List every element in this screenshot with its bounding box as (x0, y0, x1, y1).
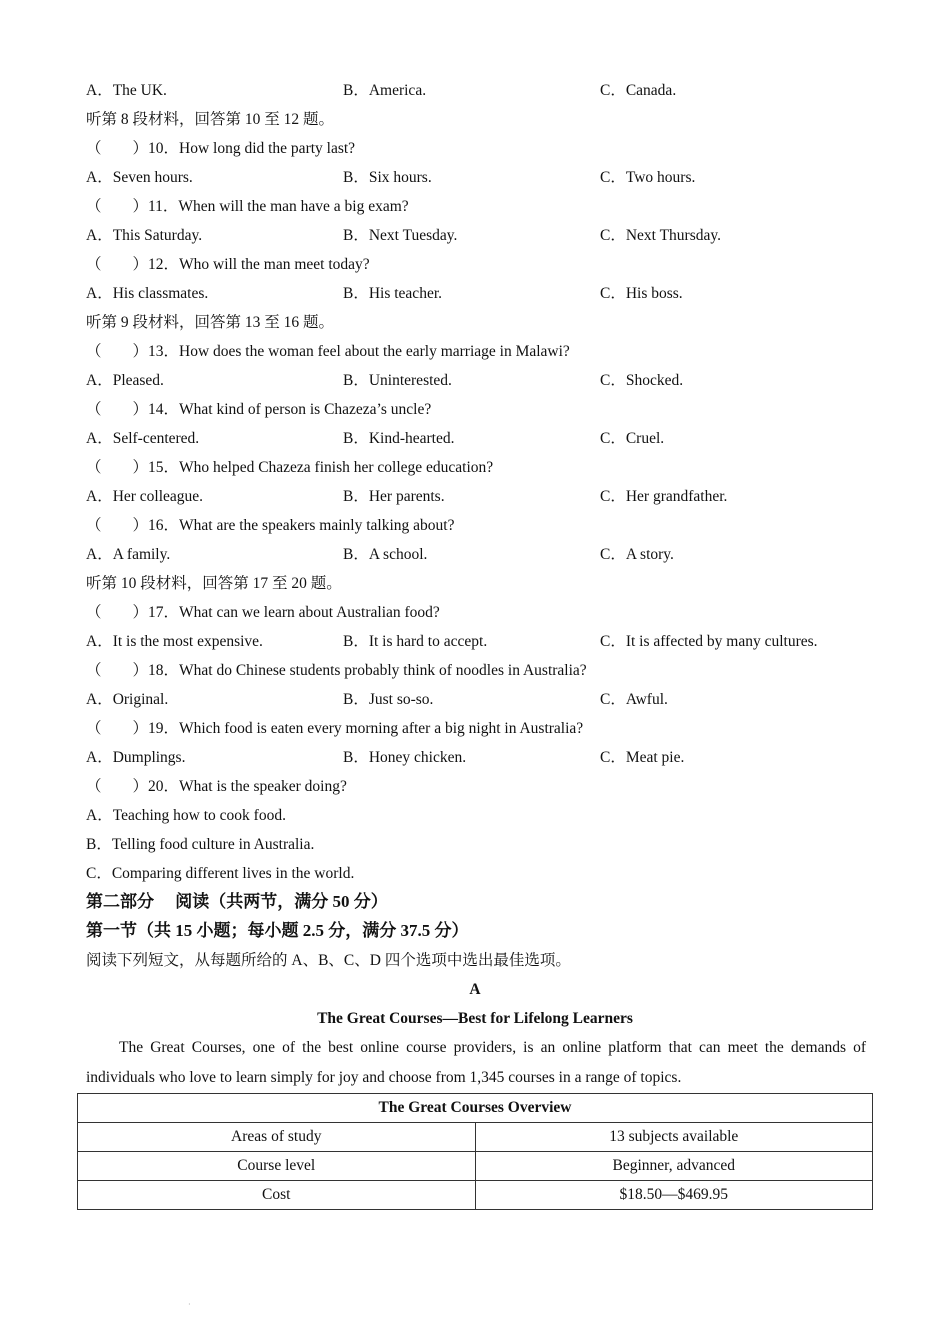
q14-option-a: A．Self-centered. (86, 430, 200, 447)
part2-section1-heading: 第一节（共 15 小题；每小题 2.5 分，满分 37.5 分） (86, 921, 469, 940)
passage-letter: A (469, 981, 481, 998)
q19-option-c: C．Meat pie. (600, 749, 685, 766)
table-cell-value: $18.50—$469.95 (475, 1181, 873, 1210)
q17-stem: （ ）17．What can we learn about Australian food? (86, 604, 440, 621)
q16-stem: （ ）16．What are the speakers mainly talking about? (86, 517, 455, 534)
q12-option-a: A．His classmates. (86, 285, 209, 302)
q16-option-a: A．A family. (86, 546, 171, 563)
q13-stem: （ ）13．How does the woman feel about the early marriage in Malawi? (86, 343, 570, 360)
q10-stem: （ ）10．How long did the party last? (86, 140, 356, 157)
q11-option-c: C．Next Thursday. (600, 227, 721, 244)
section9-instruction: 听第 9 段材料，回答第 13 至 16 题。 (86, 314, 335, 331)
table-title: The Great Courses Overview (78, 1094, 873, 1123)
q20-stem: （ ）20．What is the speaker doing? (86, 778, 347, 795)
q19-option-b: B．Honey chicken. (343, 749, 467, 766)
q16-option-b: B．A school. (343, 546, 428, 563)
q15-option-b: B．Her parents. (343, 488, 445, 505)
q15-option-a: A．Her colleague. (86, 488, 204, 505)
q19-stem: （ ）19．Which food is eaten every morning after a big night in Australia? (86, 720, 584, 737)
q16-option-c: C．A story. (600, 546, 674, 563)
q19-option-a: A．Dumplings. (86, 749, 186, 766)
q17-option-c: C．It is affected by many cultures. (600, 633, 818, 650)
q9-option-a: A．The UK. (86, 82, 167, 99)
q15-option-c: C．Her grandfather. (600, 488, 728, 505)
part2-heading: 第二部分 阅读（共两节，满分 50 分） (86, 892, 388, 911)
q12-stem: （ ）12．Who will the man meet today? (86, 256, 370, 273)
q9-option-c: C．Canada. (600, 82, 677, 99)
q12-option-c: C．His boss. (600, 285, 683, 302)
q18-option-b: B．Just so-so. (343, 691, 434, 708)
q15-stem: （ ）15．Who helped Chazeza finish her college education? (86, 459, 494, 476)
q13-option-c: C．Shocked. (600, 372, 684, 389)
passage-title: The Great Courses—Best for Lifelong Learners (317, 1010, 633, 1027)
table-cell-label: Areas of study (78, 1123, 476, 1152)
q13-option-a: A．Pleased. (86, 372, 164, 389)
table-cell-label: Cost (78, 1181, 476, 1210)
q11-option-a: A．This Saturday. (86, 227, 203, 244)
q10-option-b: B．Six hours. (343, 169, 432, 186)
q14-option-c: C．Cruel. (600, 430, 665, 447)
part2-instruction: 阅读下列短文，从每题所给的 A、B、C、D 四个选项中选出最佳选项。 (86, 952, 571, 969)
q13-option-b: B．Uninterested. (343, 372, 452, 389)
overview-table (77, 1093, 873, 1210)
q10-option-a: A．Seven hours. (86, 169, 193, 186)
q20-option-b: B．Telling food culture in Australia. (86, 836, 315, 853)
q20-option-c: C．Comparing different lives in the world. (86, 865, 355, 882)
table-row (78, 1123, 873, 1152)
table-cell-value: Beginner, advanced (475, 1152, 873, 1181)
q20-option-a: A．Teaching how to cook food. (86, 807, 286, 824)
page-mark: · (188, 1300, 191, 1309)
table-cell-label: Course level (78, 1152, 476, 1181)
q11-stem: （ ）11．When will the man have a big exam? (86, 198, 409, 215)
q14-option-b: B．Kind-hearted. (343, 430, 455, 447)
q10-option-c: C．Two hours. (600, 169, 696, 186)
q17-option-a: A．It is the most expensive. (86, 633, 263, 650)
section10-instruction: 听第 10 段材料，回答第 17 至 20 题。 (86, 575, 342, 592)
q18-option-a: A．Original. (86, 691, 169, 708)
q12-option-b: B．His teacher. (343, 285, 443, 302)
q18-option-c: C．Awful. (600, 691, 668, 708)
q17-option-b: B．It is hard to accept. (343, 633, 488, 650)
q14-stem: （ ）14．What kind of person is Chazeza’s uncle? (86, 401, 432, 418)
table-row (78, 1152, 873, 1181)
passage-paragraph: The Great Courses, one of the best online course providers, is an online platform that can meet the demands of individuals who love to learn simply for joy and choose from 1,345 courses in a range of topics. (86, 1039, 866, 1086)
q9-option-b: B．America. (343, 82, 427, 99)
q18-stem: （ ）18．What do Chinese students probably think of noodles in Australia? (86, 662, 587, 679)
table-cell-value: 13 subjects available (475, 1123, 873, 1152)
section8-instruction: 听第 8 段材料，回答第 10 至 12 题。 (86, 111, 335, 128)
q11-option-b: B．Next Tuesday. (343, 227, 458, 244)
table-row (78, 1181, 873, 1210)
table-title-row (78, 1094, 873, 1123)
